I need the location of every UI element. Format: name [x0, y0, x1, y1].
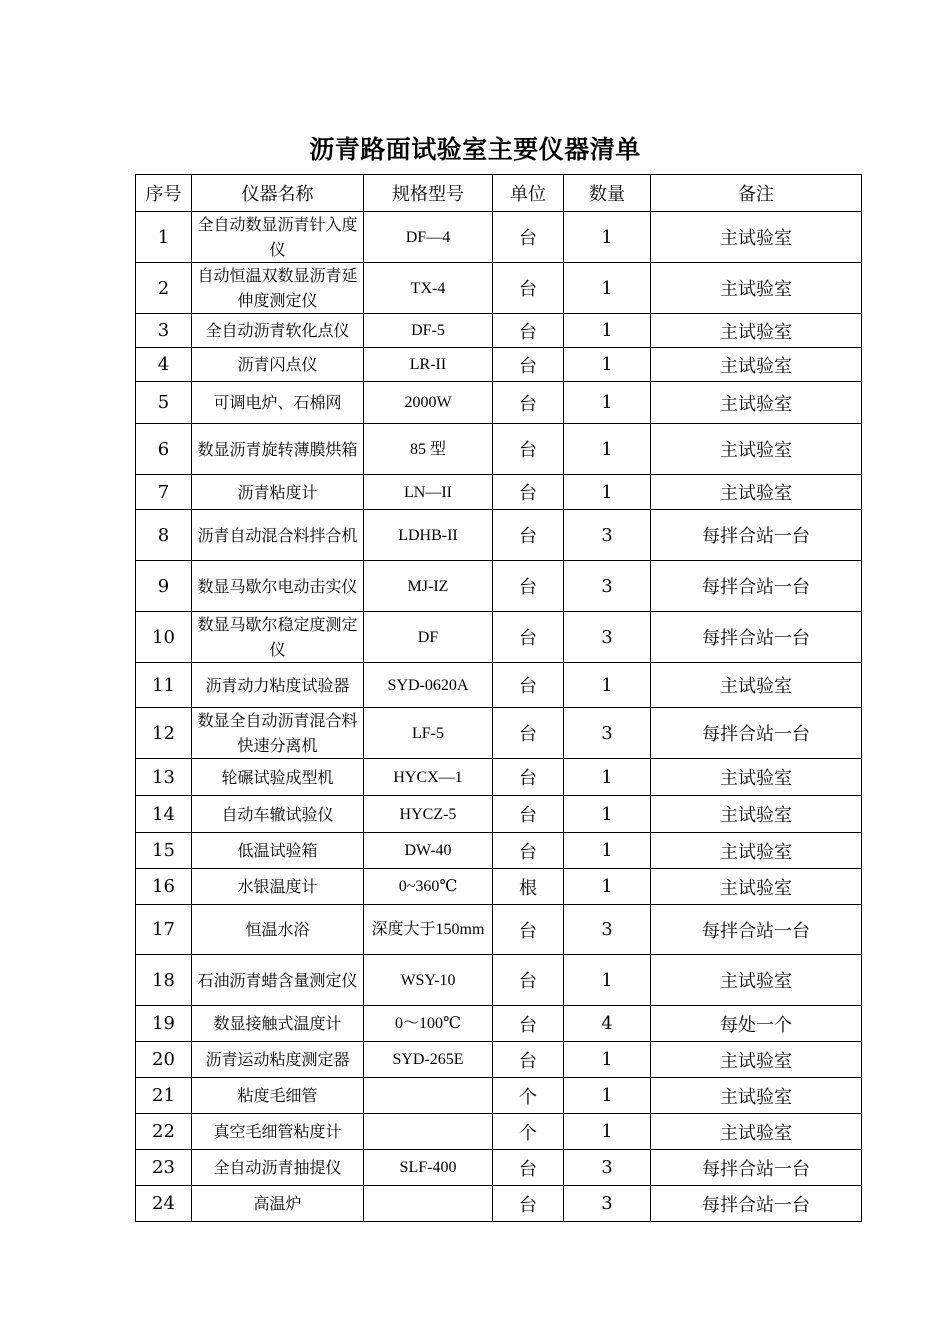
cell-unit: 台 [493, 663, 564, 708]
cell-spec: DF-5 [364, 314, 493, 348]
table-row [136, 263, 862, 314]
table-row [136, 708, 862, 759]
cell-spec [364, 1078, 493, 1114]
cell-name: 沥青自动混合料拌合机 [192, 510, 364, 561]
cell-spec: DF [364, 612, 493, 663]
cell-unit: 个 [493, 1114, 564, 1150]
cell-note: 主试验室 [651, 869, 862, 905]
cell-no: 2 [136, 263, 192, 314]
cell-spec: LDHB-II [364, 510, 493, 561]
cell-name: 石油沥青蜡含量测定仪 [192, 955, 364, 1006]
cell-no: 5 [136, 382, 192, 424]
cell-spec: LR-II [364, 348, 493, 382]
cell-no: 21 [136, 1078, 192, 1114]
cell-qty: 1 [564, 1042, 651, 1078]
cell-qty: 1 [564, 833, 651, 869]
cell-name: 全自动沥青软化点仪 [192, 314, 364, 348]
instrument-table [135, 174, 862, 1222]
cell-name: 恒温水浴 [192, 905, 364, 955]
cell-note: 主试验室 [651, 263, 862, 314]
cell-qty: 1 [564, 1078, 651, 1114]
cell-qty: 3 [564, 1150, 651, 1186]
cell-note: 主试验室 [651, 212, 862, 263]
cell-unit: 台 [493, 955, 564, 1006]
cell-qty: 3 [564, 510, 651, 561]
cell-qty: 3 [564, 905, 651, 955]
cell-note: 主试验室 [651, 1114, 862, 1150]
cell-spec: LN—II [364, 475, 493, 510]
table-row [136, 759, 862, 796]
cell-qty: 1 [564, 263, 651, 314]
cell-unit: 台 [493, 424, 564, 475]
cell-name: 数显接触式温度计 [192, 1006, 364, 1042]
cell-spec: 2000W [364, 382, 493, 424]
cell-unit: 台 [493, 1186, 564, 1222]
cell-note: 每拌合站一台 [651, 1150, 862, 1186]
cell-unit: 台 [493, 212, 564, 263]
cell-name: 全自动沥青抽提仪 [192, 1150, 364, 1186]
header-qty: 数量 [564, 175, 651, 212]
cell-no: 6 [136, 424, 192, 475]
cell-unit: 台 [493, 759, 564, 796]
table-header-row [136, 175, 862, 212]
cell-name: 数显马歇尔稳定度测定仪 [192, 612, 364, 663]
cell-no: 22 [136, 1114, 192, 1150]
cell-note: 主试验室 [651, 833, 862, 869]
cell-no: 16 [136, 869, 192, 905]
cell-name: 自动恒温双数显沥青延伸度测定仪 [192, 263, 364, 314]
cell-spec: DW-40 [364, 833, 493, 869]
cell-unit: 台 [493, 612, 564, 663]
cell-note: 主试验室 [651, 955, 862, 1006]
cell-name: 数显全自动沥青混合料快速分离机 [192, 708, 364, 759]
table-row [136, 314, 862, 348]
cell-no: 10 [136, 612, 192, 663]
table-row [136, 833, 862, 869]
cell-no: 17 [136, 905, 192, 955]
cell-no: 3 [136, 314, 192, 348]
cell-spec: HYCZ-5 [364, 796, 493, 833]
table-row [136, 1150, 862, 1186]
cell-unit: 台 [493, 263, 564, 314]
cell-name: 粘度毛细管 [192, 1078, 364, 1114]
cell-no: 9 [136, 561, 192, 612]
cell-spec: WSY-10 [364, 955, 493, 1006]
cell-unit: 台 [493, 1042, 564, 1078]
cell-note: 每拌合站一台 [651, 561, 862, 612]
cell-qty: 1 [564, 314, 651, 348]
cell-unit: 台 [493, 382, 564, 424]
cell-note: 主试验室 [651, 796, 862, 833]
cell-no: 24 [136, 1186, 192, 1222]
table-row [136, 955, 862, 1006]
table-row [136, 424, 862, 475]
cell-qty: 1 [564, 424, 651, 475]
cell-note: 每拌合站一台 [651, 612, 862, 663]
cell-name: 全自动数显沥青针入度仪 [192, 212, 364, 263]
cell-unit: 台 [493, 510, 564, 561]
header-spec: 规格型号 [364, 175, 493, 212]
cell-note: 主试验室 [651, 424, 862, 475]
cell-qty: 1 [564, 1114, 651, 1150]
cell-spec: 0~360℃ [364, 869, 493, 905]
cell-no: 1 [136, 212, 192, 263]
cell-spec: SYD-265E [364, 1042, 493, 1078]
cell-no: 23 [136, 1150, 192, 1186]
header-no: 序号 [136, 175, 192, 212]
cell-unit: 根 [493, 869, 564, 905]
cell-qty: 1 [564, 348, 651, 382]
table-body [136, 212, 862, 1222]
cell-unit: 台 [493, 796, 564, 833]
header-unit: 单位 [493, 175, 564, 212]
cell-unit: 台 [493, 561, 564, 612]
cell-spec: TX-4 [364, 263, 493, 314]
cell-note: 每拌合站一台 [651, 905, 862, 955]
cell-note: 主试验室 [651, 314, 862, 348]
cell-qty: 1 [564, 869, 651, 905]
cell-spec [364, 1186, 493, 1222]
cell-spec: 85 型 [364, 424, 493, 475]
table-row [136, 212, 862, 263]
cell-unit: 台 [493, 833, 564, 869]
cell-no: 11 [136, 663, 192, 708]
cell-no: 20 [136, 1042, 192, 1078]
cell-qty: 3 [564, 612, 651, 663]
table-row [136, 663, 862, 708]
cell-name: 沥青动力粘度试验器 [192, 663, 364, 708]
cell-spec: 0～100℃ [364, 1006, 493, 1042]
cell-name: 可调电炉、石棉网 [192, 382, 364, 424]
cell-note: 主试验室 [651, 475, 862, 510]
cell-no: 14 [136, 796, 192, 833]
cell-qty: 1 [564, 759, 651, 796]
cell-no: 7 [136, 475, 192, 510]
cell-note: 主试验室 [651, 759, 862, 796]
cell-qty: 1 [564, 796, 651, 833]
table-row [136, 612, 862, 663]
cell-unit: 台 [493, 475, 564, 510]
cell-note: 每处一个 [651, 1006, 862, 1042]
cell-qty: 1 [564, 955, 651, 1006]
cell-note: 每拌合站一台 [651, 1186, 862, 1222]
cell-name: 数显马歇尔电动击实仪 [192, 561, 364, 612]
cell-unit: 台 [493, 314, 564, 348]
cell-name: 水银温度计 [192, 869, 364, 905]
cell-note: 主试验室 [651, 382, 862, 424]
table-row [136, 796, 862, 833]
table-row [136, 1042, 862, 1078]
cell-name: 真空毛细管粘度计 [192, 1114, 364, 1150]
cell-spec: HYCX—1 [364, 759, 493, 796]
cell-name: 沥青粘度计 [192, 475, 364, 510]
cell-spec: DF—4 [364, 212, 493, 263]
cell-note: 主试验室 [651, 1078, 862, 1114]
cell-name: 数显沥青旋转薄膜烘箱 [192, 424, 364, 475]
cell-spec: 深度大于150mm [364, 905, 493, 955]
cell-spec: MJ-IZ [364, 561, 493, 612]
cell-qty: 4 [564, 1006, 651, 1042]
header-name: 仪器名称 [192, 175, 364, 212]
cell-no: 13 [136, 759, 192, 796]
cell-qty: 3 [564, 708, 651, 759]
table-row [136, 510, 862, 561]
cell-note: 主试验室 [651, 348, 862, 382]
cell-name: 低温试验箱 [192, 833, 364, 869]
cell-name: 沥青运动粘度测定器 [192, 1042, 364, 1078]
cell-unit: 台 [493, 905, 564, 955]
cell-unit: 台 [493, 1006, 564, 1042]
cell-unit: 台 [493, 1150, 564, 1186]
cell-name: 自动车辙试验仪 [192, 796, 364, 833]
cell-qty: 3 [564, 561, 651, 612]
cell-note: 每拌合站一台 [651, 708, 862, 759]
cell-spec [364, 1114, 493, 1150]
cell-unit: 台 [493, 708, 564, 759]
cell-no: 18 [136, 955, 192, 1006]
table-row [136, 1078, 862, 1114]
cell-note: 主试验室 [651, 1042, 862, 1078]
cell-no: 4 [136, 348, 192, 382]
cell-no: 12 [136, 708, 192, 759]
cell-note: 每拌合站一台 [651, 510, 862, 561]
cell-name: 轮碾试验成型机 [192, 759, 364, 796]
cell-no: 19 [136, 1006, 192, 1042]
cell-no: 8 [136, 510, 192, 561]
header-note: 备注 [651, 175, 862, 212]
table-row [136, 475, 862, 510]
table-row [136, 561, 862, 612]
table-row [136, 1006, 862, 1042]
cell-qty: 1 [564, 382, 651, 424]
table-row [136, 1114, 862, 1150]
cell-qty: 3 [564, 1186, 651, 1222]
document-title: 沥青路面试验室主要仪器清单 [309, 135, 641, 164]
cell-no: 15 [136, 833, 192, 869]
cell-spec: SLF-400 [364, 1150, 493, 1186]
cell-note: 主试验室 [651, 663, 862, 708]
cell-spec: LF-5 [364, 708, 493, 759]
table-row [136, 348, 862, 382]
cell-spec: SYD-0620A [364, 663, 493, 708]
table-row [136, 382, 862, 424]
table-row [136, 1186, 862, 1222]
cell-qty: 1 [564, 212, 651, 263]
cell-qty: 1 [564, 475, 651, 510]
cell-name: 高温炉 [192, 1186, 364, 1222]
cell-name: 沥青闪点仪 [192, 348, 364, 382]
cell-qty: 1 [564, 663, 651, 708]
table-row [136, 869, 862, 905]
cell-unit: 台 [493, 348, 564, 382]
table-row [136, 905, 862, 955]
cell-unit: 个 [493, 1078, 564, 1114]
